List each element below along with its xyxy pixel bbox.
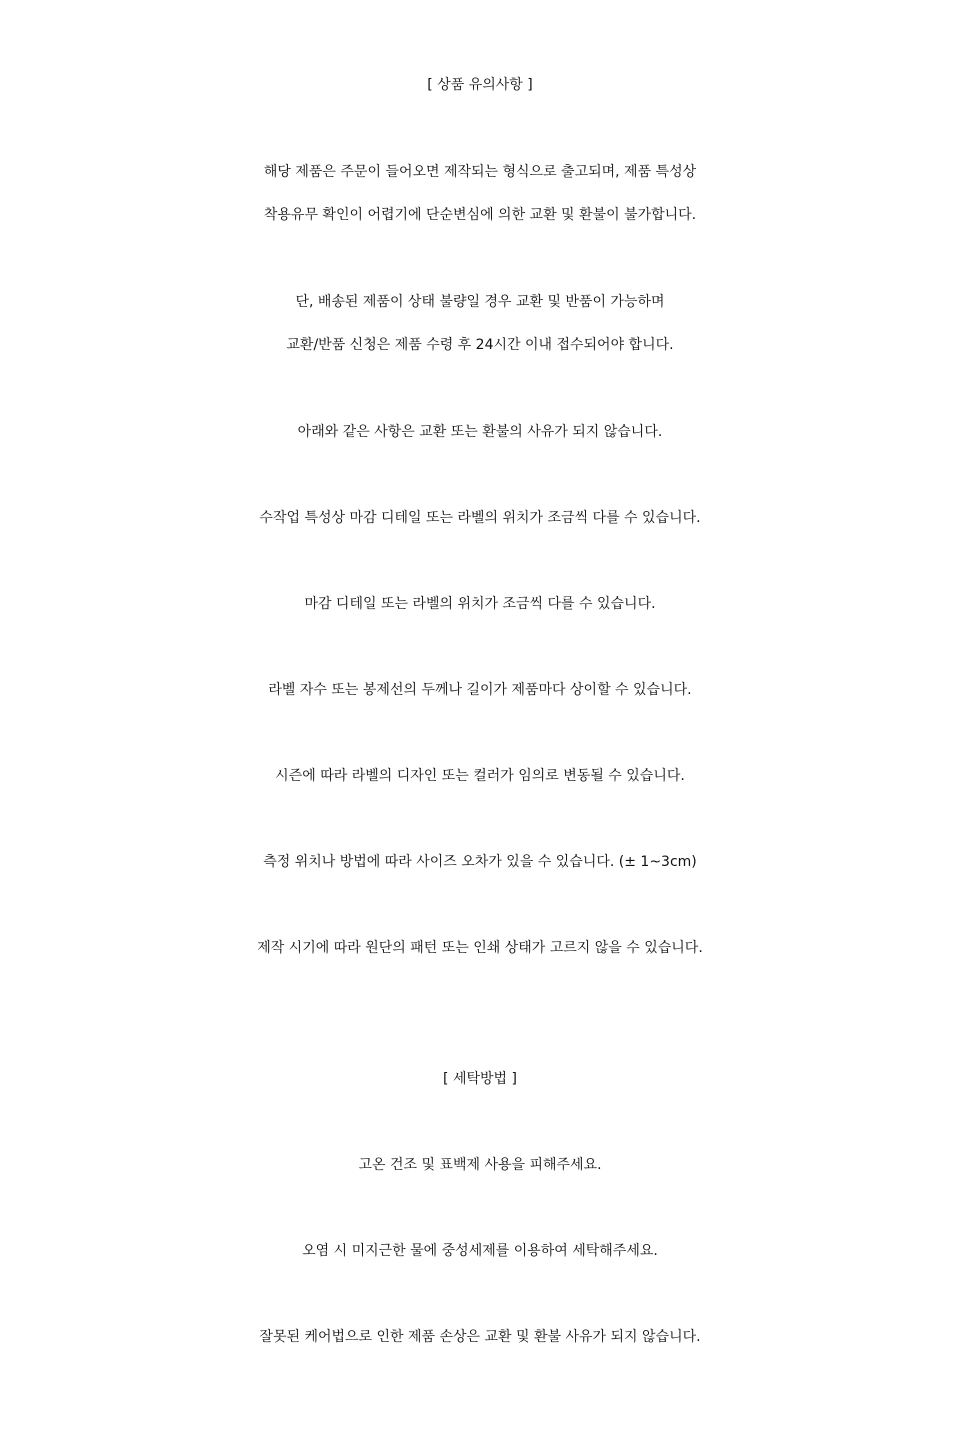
notice-heading: [ 상품 유의사항 ] [427,77,533,93]
notice-paragraph-1-line-1: 해당 제품은 주문이 들어오면 제작되는 형식으로 출고되며, 제품 특성상 [263,164,697,180]
washing-item: 오염 시 미지근한 물에 중성세제를 이용하여 세탁해주세요. [302,1243,658,1259]
exclusion-item: 제작 시기에 따라 원단의 패턴 또는 인쇄 상태가 고르지 않을 수 있습니다. [257,940,703,956]
exclusion-item: 수작업 특성상 마감 디테일 또는 라벨의 위치가 조금씩 다를 수 있습니다. [259,510,701,526]
notice-paragraph-2-line-2: 교환/반품 신청은 제품 수령 후 24시간 이내 접수되어야 합니다. [286,337,674,353]
exclusion-item: 측정 위치나 방법에 따라 사이즈 오차가 있을 수 있습니다. (± 1~3cm) [263,854,697,870]
exclusion-item: 마감 디테일 또는 라벨의 위치가 조금씩 다를 수 있습니다. [304,596,656,612]
exclusion-item: 라벨 자수 또는 봉제선의 두께나 길이가 제품마다 상이할 수 있습니다. [268,682,692,698]
washing-item: 잘못된 케어법으로 인한 제품 손상은 교환 및 환불 사유가 되지 않습니다. [259,1329,701,1345]
washing-item: 고온 건조 및 표백제 사용을 피해주세요. [358,1157,602,1173]
notice-paragraph-1-line-2: 착용유무 확인이 어렵기에 단순변심에 의한 교환 및 환불이 불가합니다. [263,207,697,223]
exclusions-intro: 아래와 같은 사항은 교환 또는 환불의 사유가 되지 않습니다. [297,424,663,440]
washing-heading: [ 세탁방법 ] [443,1071,517,1087]
notice-paragraph-2-line-1: 단, 배송된 제품이 상태 불량일 경우 교환 및 반품이 가능하며 [295,294,665,310]
exclusion-item: 시즌에 따라 라벨의 디자인 또는 컬러가 임의로 변동될 수 있습니다. [275,768,685,784]
